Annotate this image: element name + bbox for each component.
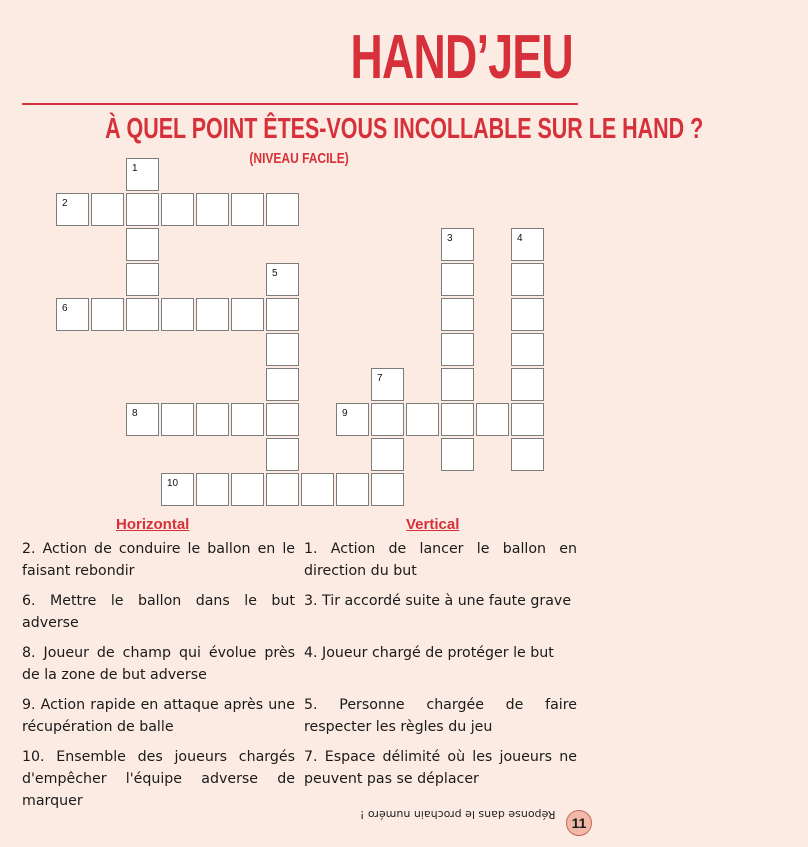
crossword-cell[interactable] xyxy=(126,158,159,191)
clue-horizontal-8: 8. Joueur de champ qui évolue près de la zone de but adverse xyxy=(22,645,295,683)
clue-number: 7 xyxy=(377,373,383,384)
crossword-cell[interactable] xyxy=(196,403,229,436)
crossword-cell[interactable] xyxy=(441,298,474,331)
crossword-cell[interactable] xyxy=(161,298,194,331)
crossword-cell[interactable] xyxy=(231,298,264,331)
crossword-cell[interactable] xyxy=(441,403,474,436)
clue-horizontal-9: 9. Action rapide en attaque après une récupération de balle xyxy=(22,697,295,735)
crossword-cell[interactable] xyxy=(406,403,439,436)
clue-number: 6 xyxy=(62,303,68,314)
crossword-cell[interactable] xyxy=(511,298,544,331)
clue-number: 8 xyxy=(132,408,138,419)
headline: À QUEL POINT ÊTES-VOUS INCOLLABLE SUR LE HAND ? xyxy=(105,113,704,145)
crossword-cell[interactable] xyxy=(511,368,544,401)
crossword-cell[interactable] xyxy=(126,228,159,261)
crossword-cell[interactable] xyxy=(441,438,474,471)
crossword-cell[interactable] xyxy=(161,473,194,506)
crossword-cell[interactable] xyxy=(371,403,404,436)
crossword-cell[interactable] xyxy=(161,403,194,436)
clue-vertical-3: 3. Tir accordé suite à une faute grave xyxy=(304,593,572,609)
vertical-heading: Vertical xyxy=(406,516,460,533)
crossword-cell[interactable] xyxy=(56,298,89,331)
crossword-cell[interactable] xyxy=(56,193,89,226)
clue-vertical-7: 7. Espace délimité où les joueurs ne peuvent pas se déplacer xyxy=(304,749,577,787)
crossword-cell[interactable] xyxy=(161,193,194,226)
crossword-cell[interactable] xyxy=(196,193,229,226)
clue-vertical-4: 4. Joueur chargé de protéger le but xyxy=(304,645,554,661)
crossword-cell[interactable] xyxy=(91,298,124,331)
clue-horizontal-10: 10. Ensemble des joueurs chargés d'empêcher l'équipe adverse de marquer xyxy=(22,749,295,809)
crossword-cell[interactable] xyxy=(371,368,404,401)
crossword-cell[interactable] xyxy=(511,263,544,296)
clue-horizontal-2: 2. Action de conduire le ballon en le faisant rebondir xyxy=(22,541,295,579)
crossword-cell[interactable] xyxy=(511,333,544,366)
page-number-badge: 11 xyxy=(566,810,592,836)
crossword-cell[interactable] xyxy=(301,473,334,506)
crossword-grid xyxy=(0,0,599,520)
crossword-cell[interactable] xyxy=(126,403,159,436)
crossword-cell[interactable] xyxy=(126,193,159,226)
crossword-cell[interactable] xyxy=(336,403,369,436)
crossword-cell[interactable] xyxy=(336,473,369,506)
clue-number: 5 xyxy=(272,268,278,279)
crossword-cell[interactable] xyxy=(266,403,299,436)
clue-number: 3 xyxy=(447,233,453,244)
crossword-cell[interactable] xyxy=(441,228,474,261)
crossword-cell[interactable] xyxy=(266,438,299,471)
brand-title: HAND’JEU xyxy=(350,23,573,92)
crossword-cell[interactable] xyxy=(441,263,474,296)
crossword-cell[interactable] xyxy=(476,403,509,436)
crossword-cell[interactable] xyxy=(511,438,544,471)
clue-number: 1 xyxy=(132,163,138,174)
clue-number: 9 xyxy=(342,408,348,419)
clue-horizontal-6: 6. Mettre le ballon dans le but adverse xyxy=(22,593,295,631)
clue-number: 2 xyxy=(62,198,68,209)
crossword-cell[interactable] xyxy=(511,228,544,261)
crossword-cell[interactable] xyxy=(196,298,229,331)
difficulty-level: (NIVEAU FACILE) xyxy=(249,150,350,167)
crossword-cell[interactable] xyxy=(441,333,474,366)
crossword-cell[interactable] xyxy=(196,473,229,506)
crossword-cell[interactable] xyxy=(266,473,299,506)
answer-note: Réponse dans le prochain numéro ! xyxy=(360,808,556,821)
horizontal-heading: Horizontal xyxy=(116,516,190,533)
clue-number: 10 xyxy=(167,478,179,489)
crossword-cell[interactable] xyxy=(231,473,264,506)
crossword-cell[interactable] xyxy=(266,263,299,296)
crossword-cell[interactable] xyxy=(266,193,299,226)
clue-number: 4 xyxy=(517,233,523,244)
crossword-cell[interactable] xyxy=(266,368,299,401)
crossword-cell[interactable] xyxy=(231,193,264,226)
crossword-cell[interactable] xyxy=(126,298,159,331)
crossword-cell[interactable] xyxy=(371,473,404,506)
crossword-cell[interactable] xyxy=(441,368,474,401)
clue-vertical-1: 1. Action de lancer le ballon en direction du but xyxy=(304,541,577,579)
crossword-cell[interactable] xyxy=(266,333,299,366)
clue-vertical-5: 5. Personne chargée de faire respecter les règles du jeu xyxy=(304,697,577,735)
crossword-cell[interactable] xyxy=(511,403,544,436)
crossword-cell[interactable] xyxy=(266,298,299,331)
crossword-cell[interactable] xyxy=(126,263,159,296)
crossword-cell[interactable] xyxy=(91,193,124,226)
crossword-cell[interactable] xyxy=(231,403,264,436)
crossword-cell[interactable] xyxy=(371,438,404,471)
